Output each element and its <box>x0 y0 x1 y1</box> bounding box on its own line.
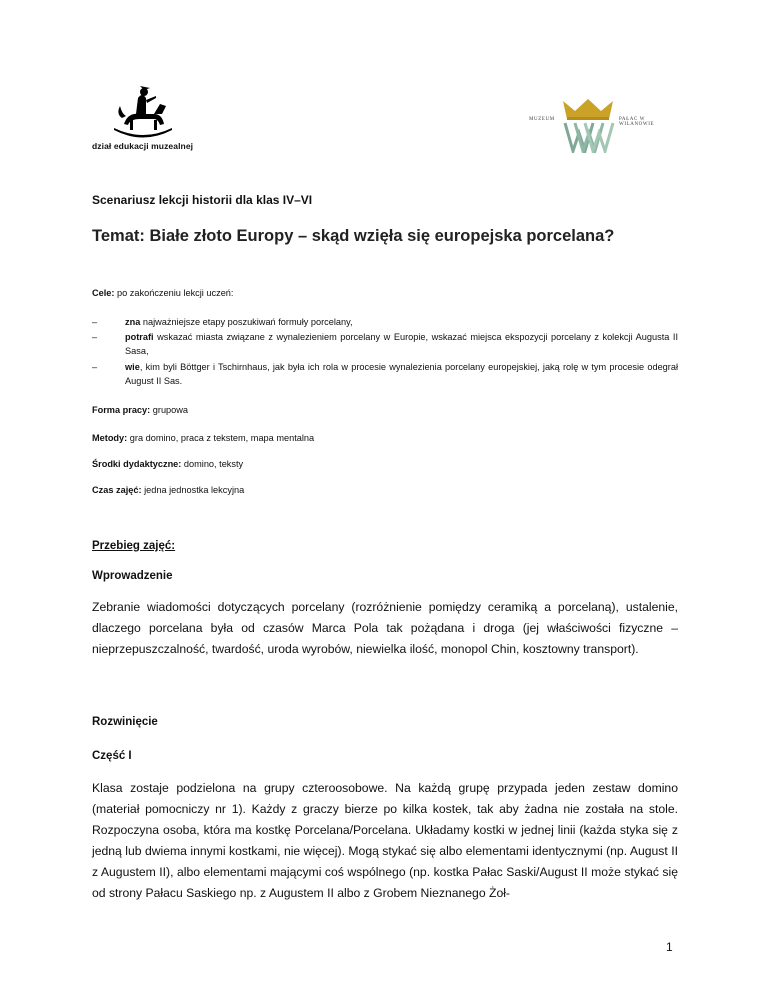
rocking-horse-icon <box>110 84 176 140</box>
detail-label: Forma pracy: <box>92 405 151 415</box>
goal-text: najważniejsze etapy poszukiwań formuły porcelany, <box>140 317 353 327</box>
detail-duration <box>92 485 244 495</box>
intro-paragraph: Zebranie wiadomości dotyczących porcelany (rozróżnienie pomiędzy ceramiką a porcelaną), ustalenie, dlaczego porcelana była od czasów Marca Pola tak pożądana i droga (jej właściwości fizyczne – nieprzepuszczalność, twardość, uroda wyrobów, niewielka ilość, monopol Chin, kosztowny transport). <box>92 600 678 657</box>
museum-education-logo <box>92 84 202 154</box>
dash-bullet: – <box>92 332 98 343</box>
detail-label: Czas zajęć: <box>92 485 142 495</box>
goals-list <box>92 315 678 389</box>
scenario-subtitle: Scenariusz lekcji historii dla klas IV–VI <box>92 193 313 207</box>
wilanow-museum-logo <box>527 93 677 153</box>
detail-work-form <box>92 405 188 415</box>
goal-text: , kim byli Böttger i Tschirnhaus, jak była ich rola w procesie wynalezienia porcelany europejskiej, jaką rolę w tym procesie odegrał August II Sas. <box>125 361 678 386</box>
detail-label: Środki dydaktyczne: <box>92 459 182 469</box>
goal-keyword: zna <box>125 317 141 327</box>
page-number: 1 <box>666 940 673 954</box>
logo-caption: dział edukacji muzealnej <box>92 141 194 151</box>
detail-value: grupowa <box>150 405 189 415</box>
logo-text-palace: PAŁAC W WILANOWIE <box>619 117 655 127</box>
course-heading: Przebieg zajęć: <box>92 540 176 552</box>
goal-item <box>92 360 678 388</box>
lesson-title: Temat: Białe złoto Europy – skąd wzięła się europejska porcelana? <box>92 227 615 245</box>
detail-value: gra domino, praca z tekstem, mapa mentalna <box>127 433 315 443</box>
detail-teaching-aids <box>92 459 243 469</box>
development-heading: Rozwinięcie <box>92 716 158 728</box>
goal-keyword: wie <box>125 361 140 372</box>
logo-text-museum: MUZEUM <box>529 117 555 122</box>
detail-value: domino, teksty <box>181 459 244 469</box>
dash-bullet: – <box>92 317 98 327</box>
goals-label: Cele: <box>92 288 115 298</box>
intro-heading: Wprowadzenie <box>92 570 173 582</box>
goal-item <box>92 315 678 329</box>
detail-methods <box>92 433 314 443</box>
goal-text: wskazać miasta związane z wynalezieniem porcelany w Europie, wskazać miejsca ekspozycji porcelany z kolekcji Augusta II Sasa, <box>125 332 678 357</box>
detail-label: Metody: <box>92 433 128 443</box>
goal-item <box>92 330 678 358</box>
detail-value: jedna jednostka lekcyjna <box>141 485 245 495</box>
dash-bullet: – <box>92 361 98 372</box>
goals-intro-text: po zakończeniu lekcji uczeń: <box>117 288 234 298</box>
part-heading: Część I <box>92 750 132 762</box>
part-paragraph: Klasa zostaje podzielona na grupy czteroosobowe. Na każdą grupę przypada jeden zestaw domino (materiał pomocniczy nr 1). Każdy z graczy bierze po kilka kostek, tak aby żadna nie została na stole. Rozpoczyna osoba, która ma kostkę Porcelana/Porcelana. Układamy kostki w jednej linii (każda styka się z jedną lub dwiema innymi kostkami, nie więcej). Mogą stykać się albo elementami identycznymi (np. August II z Augustem II), albo elementami mającymi coś wspólnego (np. kostka Pałac Saski/August II może stykać się od strony Pałacu Saskiego np. z Augustem II albo z Grobem Nieznanego Żoł- <box>92 781 678 901</box>
goal-keyword: potrafi <box>125 332 154 343</box>
goals-intro <box>92 288 233 298</box>
crown-www-icon <box>559 97 617 153</box>
